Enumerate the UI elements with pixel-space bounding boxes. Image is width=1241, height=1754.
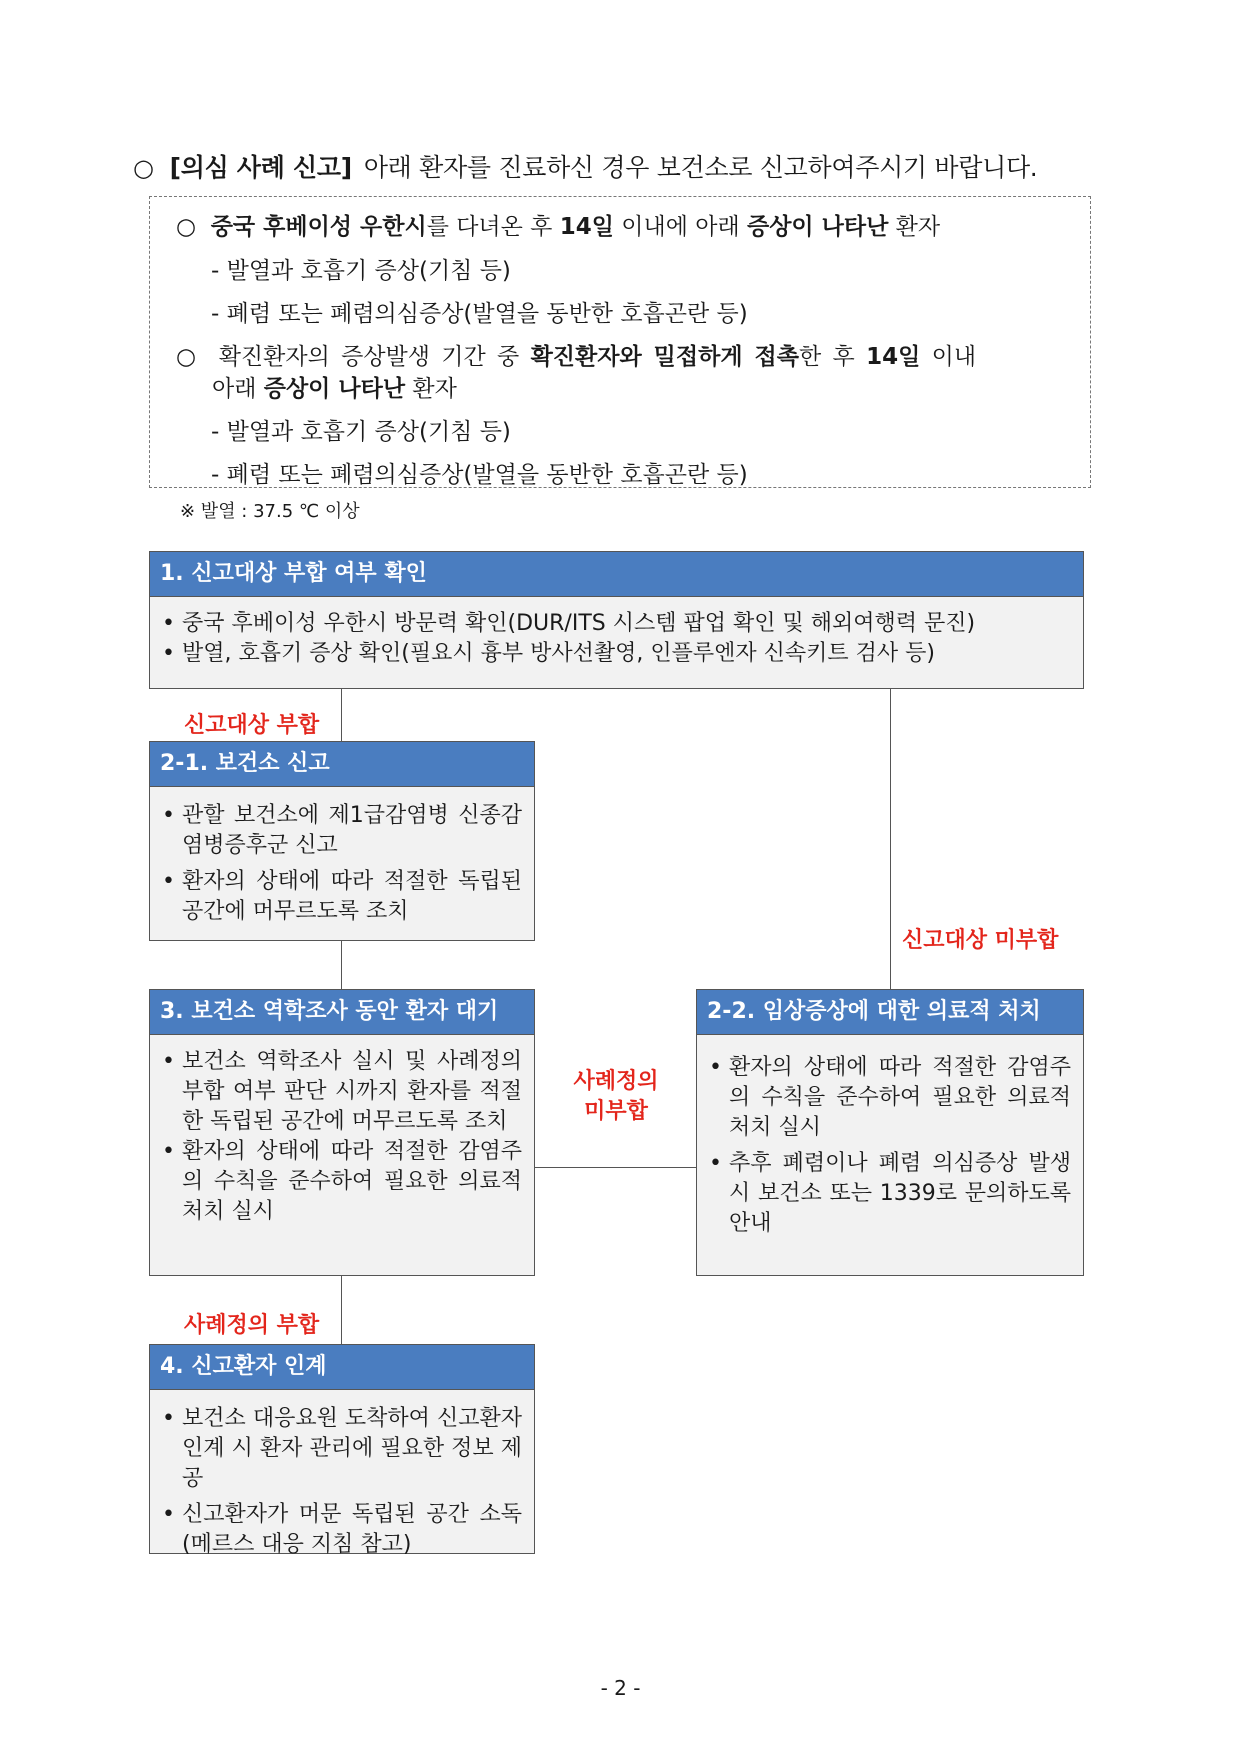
step3-body [150, 1035, 534, 1227]
list-item: • 중국 후베이성 우한시 방문력 확인(DUR/ITS 시스템 팝업 확인 및 해외여행력 문진) [162, 609, 1071, 639]
criteria-2-sub-1: - 발열과 호흡기 증상(기침 등) [211, 419, 511, 445]
emph-text: 14일 [559, 214, 614, 240]
emph-text: 확진환자와 밀접하게 접촉 [530, 344, 799, 370]
step1-title: 1. 신고대상 부합 여부 확인 [150, 552, 1083, 597]
bullet-dot: • [162, 611, 175, 636]
criteria-text: 환자 [895, 214, 941, 240]
list-item: • 보건소 대응요원 도착하여 신고환자 인계 시 환자 관리에 필요한 정보 제공 [162, 1404, 522, 1494]
circle-bullet: ○ [176, 214, 197, 240]
connector-line [890, 688, 891, 989]
bullet-dot: • [709, 1055, 722, 1080]
list-item: • 환자의 상태에 따라 적절한 독립된 공간에 머무르도록 조치 [162, 867, 522, 927]
criteria-text: 한 후 [799, 344, 855, 370]
page-number: - 2 - [600, 1676, 641, 1700]
criteria-1-line [176, 208, 940, 241]
bullet-dot: • [162, 1406, 175, 1431]
step2-2-title: 2-2. 임상증상에 대한 의료적 처치 [697, 990, 1083, 1035]
bullet-dot: • [162, 641, 175, 666]
criteria-2-line [176, 338, 1074, 371]
section-heading: [의심 사례 신고] [169, 153, 352, 182]
connector-line [341, 1275, 342, 1345]
step4-body [150, 1390, 534, 1560]
step1-body [150, 597, 1083, 669]
step2-2-box [696, 989, 1084, 1276]
bullet-dot: • [162, 1049, 175, 1074]
criteria-1-sub-1: - 발열과 호흡기 증상(기침 등) [211, 258, 511, 284]
step3-box [149, 989, 535, 1276]
list-item: • 보건소 역학조사 실시 및 사례정의 부합 여부 판단 시까지 환자를 적절한 독립된 공간에 머무르도록 조치 [162, 1047, 522, 1137]
emph-text: 증상이 나타난 [746, 214, 889, 240]
circle-bullet: ○ [176, 344, 197, 370]
emph-text: 중국 후베이성 우한시 [210, 214, 427, 240]
bullet-dot: • [162, 1139, 175, 1164]
bullet-dot: • [162, 803, 175, 828]
list-item: • 관할 보건소에 제1급감염병 신종감염병증후군 신고 [162, 801, 522, 861]
criteria-text: 이내에 아래 [621, 214, 740, 240]
bullet-dot: • [162, 869, 175, 894]
bullet-dot: • [709, 1151, 722, 1176]
list-item: • 환자의 상태에 따라 적절한 감염주의 수칙을 준수하여 필요한 의료적 처치 실시 [709, 1053, 1071, 1143]
step2-1-box [149, 741, 535, 941]
circle-bullet: ○ [133, 154, 154, 182]
label-report-nomatch: 신고대상 미부합 [902, 928, 1059, 953]
list-item: • 환자의 상태에 따라 적절한 감염주의 수칙을 준수하여 필요한 의료적 처치 실시 [162, 1137, 522, 1227]
criteria-text: 환자 [412, 376, 457, 402]
criteria-text: 를 다녀온 후 [426, 214, 553, 240]
step3-title: 3. 보건소 역학조사 동안 환자 대기 [150, 990, 534, 1035]
step2-2-body [697, 1035, 1083, 1239]
list-item: • 신고환자가 머문 독립된 공간 소독(메르스 대응 지침 참고) [162, 1500, 522, 1560]
label-case-nomatch: 사례정의 미부합 [573, 1069, 659, 1124]
criteria-1-sub-2: - 폐렴 또는 폐렴의심증상(발열을 동반한 호흡곤란 등) [211, 301, 748, 327]
connector-line [534, 1167, 697, 1168]
step2-1-title: 2-1. 보건소 신고 [150, 742, 534, 787]
criteria-text: 이내 [931, 344, 977, 370]
list-item: • 발열, 호흡기 증상 확인(필요시 흉부 방사선촬영, 인플루엔자 신속키트 검사 등) [162, 639, 1071, 669]
label-report-match: 신고대상 부합 [184, 713, 320, 738]
step2-1-body [150, 787, 534, 927]
intro-line [133, 148, 1037, 184]
criteria-2-line-cont [212, 370, 457, 403]
bullet-dot: • [162, 1502, 175, 1527]
emph-text: 증상이 나타난 [263, 376, 406, 402]
connector-line [341, 940, 342, 989]
step4-box [149, 1344, 535, 1557]
intro-text: 아래 환자를 진료하신 경우 보건소로 신고하여주시기 바랍니다. [363, 153, 1038, 182]
fever-note: ※ 발열 : 37.5 ℃ 이상 [180, 501, 360, 522]
criteria-text: 확진환자의 증상발생 기간 중 [218, 344, 520, 370]
step4-title: 4. 신고환자 인계 [150, 1345, 534, 1390]
label-case-match: 사례정의 부합 [184, 1313, 320, 1338]
criteria-2-sub-2: - 폐렴 또는 폐렴의심증상(발열을 동반한 호흡곤란 등) [211, 462, 748, 488]
list-item: • 추후 폐렴이나 폐렴 의심증상 발생 시 보건소 또는 1339로 문의하도록 안내 [709, 1149, 1071, 1239]
emph-text: 14일 [866, 344, 921, 370]
step1-box [149, 551, 1084, 689]
criteria-text: 아래 [212, 376, 257, 402]
connector-line [341, 688, 342, 741]
